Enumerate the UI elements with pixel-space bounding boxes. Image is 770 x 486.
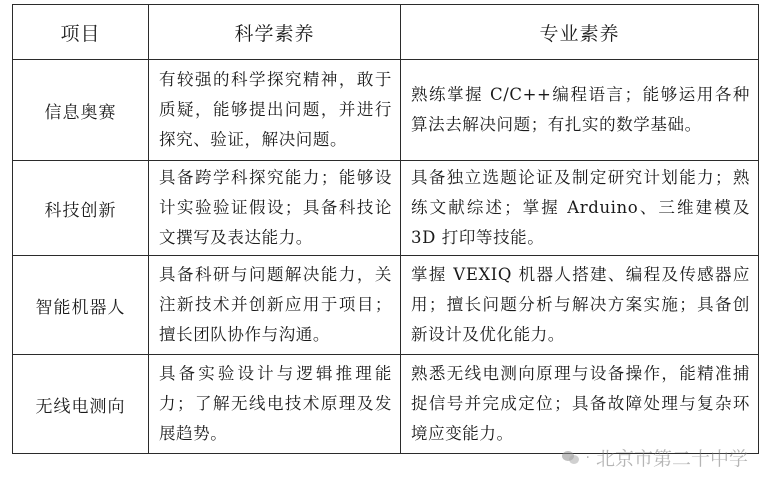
row-science: 具备科研与问题解决能力，关注新技术并创新应用于项目；擅长团队协作与沟通。 [149,256,401,355]
table-row [13,256,759,355]
header-science: 科学素养 [149,5,401,60]
competency-table [12,4,759,454]
header-professional: 专业素养 [401,5,759,60]
row-item: 智能机器人 [13,256,149,355]
header-item: 项目 [13,5,149,60]
row-science: 有较强的科学探究精神，敢于质疑，能够提出问题，并进行探究、验证，解决问题。 [149,60,401,161]
row-item: 科技创新 [13,161,149,256]
table-header-row [13,5,759,60]
row-professional: 掌握 VEXIQ 机器人搭建、编程及传感器应用；擅长问题分析与解决方案实施；具备创新设计及优化能力。 [401,256,759,355]
row-science: 具备跨学科探究能力；能够设计实验验证假设；具备科技论文撰写及表达能力。 [149,161,401,256]
row-item: 信息奥赛 [13,60,149,161]
row-item: 无线电测向 [13,355,149,454]
separator-dot: · [585,449,590,466]
row-professional: 具备独立选题论证及制定研究计划能力；熟练文献综述；掌握 Arduino、三维建模及 3D 打印等技能。 [401,161,759,256]
row-professional: 熟练掌握 C/C++编程语言；能够运用各种算法去解决问题；有扎实的数学基础。 [401,60,759,161]
watermark-text: 北京市第二十中学 [595,448,748,470]
row-science: 具备实验设计与逻辑推理能力；了解无线电技术原理及发展趋势。 [149,355,401,454]
row-professional: 熟悉无线电测向原理与设备操作，能精准捕捉信号并完成定位；具备故障处理与复杂环境应变能力。 [401,355,759,454]
table-row [13,355,759,454]
table-row [13,161,759,256]
table-row [13,60,759,161]
